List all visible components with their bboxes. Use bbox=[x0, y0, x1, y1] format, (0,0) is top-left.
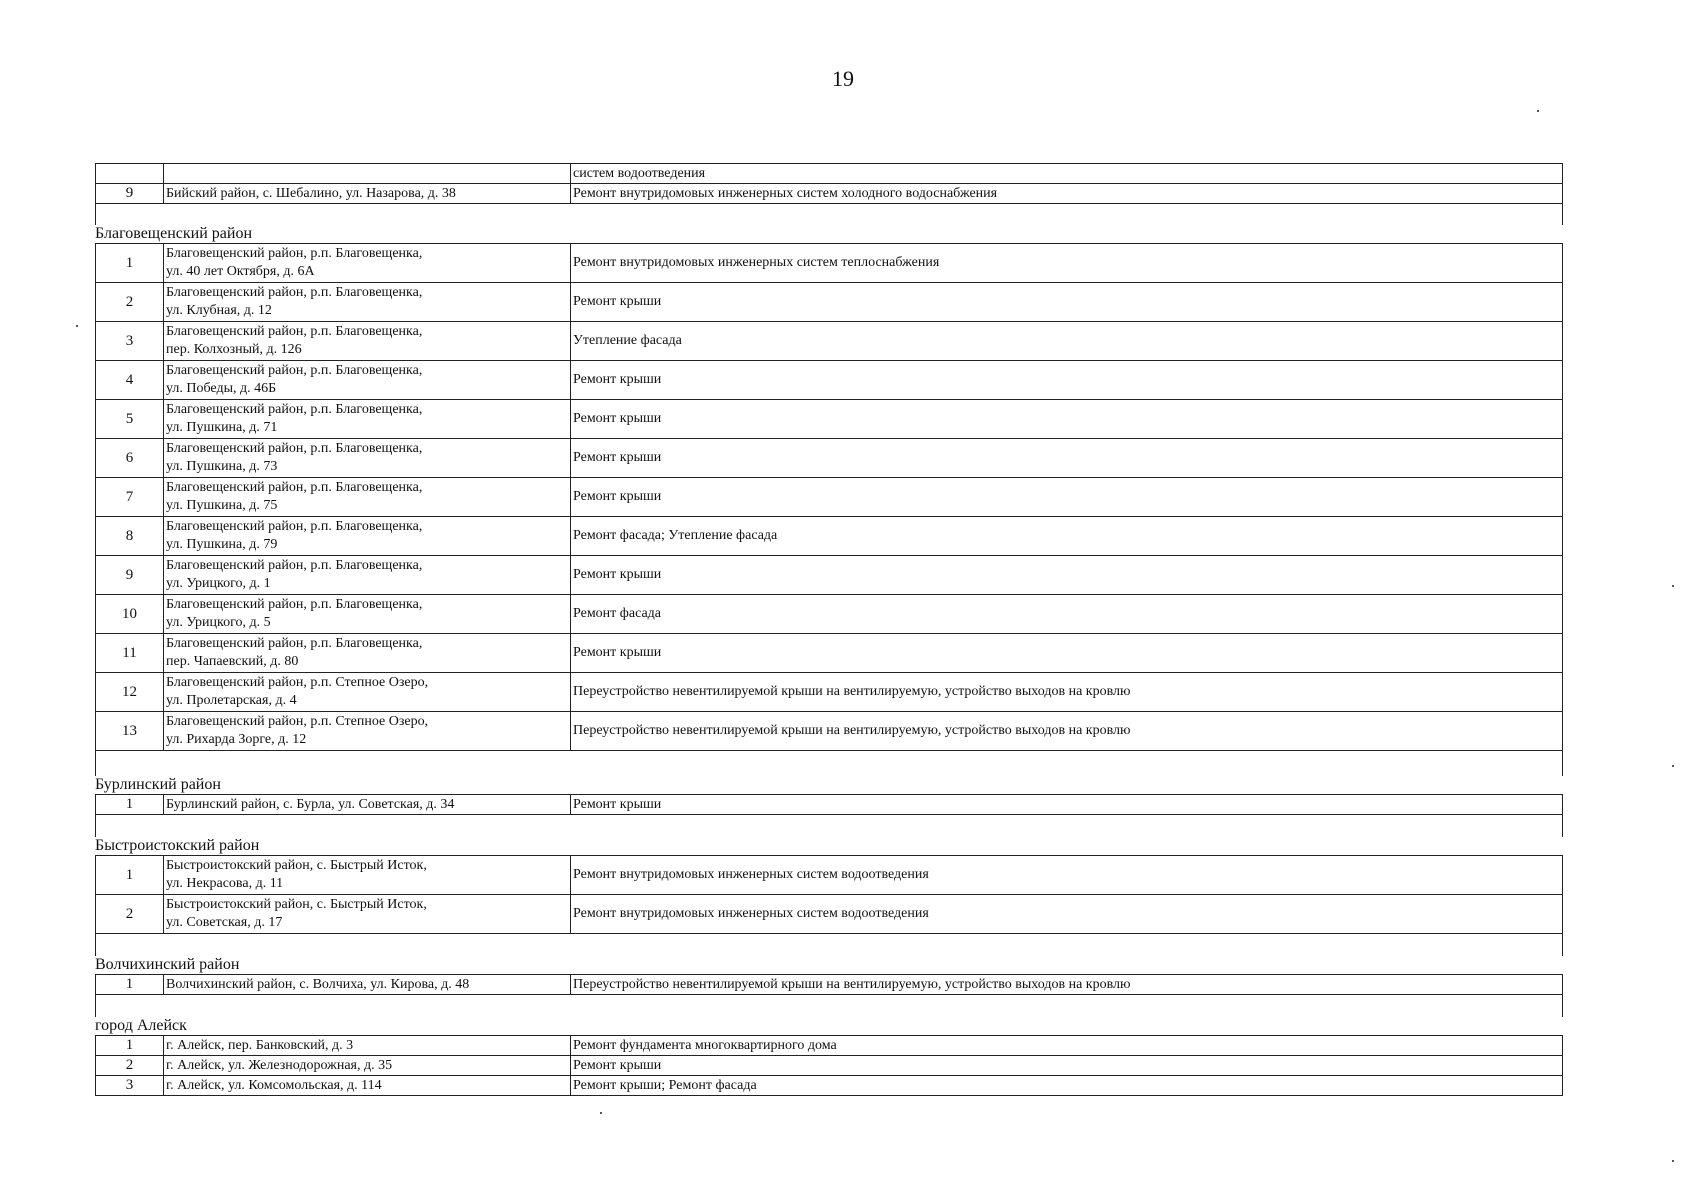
address-line: пер. Колхозный, д. 126 bbox=[166, 342, 302, 357]
row-number: 3 bbox=[95, 1076, 163, 1095]
row-address bbox=[163, 400, 570, 438]
section-gap bbox=[95, 814, 1563, 837]
address-line: ул. Пушкина, д. 71 bbox=[166, 420, 278, 435]
table-row bbox=[95, 477, 1563, 516]
table-bottom-border bbox=[95, 1095, 1563, 1096]
row-address bbox=[163, 1056, 570, 1075]
district-heading: Благовещенский район bbox=[95, 225, 252, 242]
address-line: ул. Пушкина, д. 73 bbox=[166, 459, 278, 474]
address-line: Благовещенский район, р.п. Благовещенка, bbox=[166, 636, 423, 651]
row-number: 1 bbox=[95, 1036, 163, 1055]
address-line: Благовещенский район, р.п. Благовещенка, bbox=[166, 402, 423, 417]
table-row bbox=[95, 1075, 1563, 1095]
address-line: ул. 40 лет Октября, д. 6А bbox=[166, 264, 315, 279]
row-number: 9 bbox=[95, 184, 163, 203]
row-address bbox=[163, 712, 570, 750]
row-address bbox=[163, 322, 570, 360]
row-address bbox=[163, 244, 570, 282]
table-row bbox=[95, 711, 1563, 750]
table-row bbox=[95, 183, 1563, 203]
row-number: 12 bbox=[95, 673, 163, 711]
repair-table bbox=[95, 163, 1563, 1096]
row-address bbox=[163, 975, 570, 994]
address-line: Быстроистокский район, с. Быстрый Исток, bbox=[166, 858, 427, 873]
row-address bbox=[163, 164, 570, 183]
page-number: 19 bbox=[832, 66, 854, 91]
address-line: ул. Советская, д. 17 bbox=[166, 915, 283, 930]
row-work: Ремонт крыши; Ремонт фасада bbox=[570, 1076, 1563, 1095]
table-row bbox=[95, 282, 1563, 321]
row-address bbox=[163, 184, 570, 203]
table-row bbox=[95, 1055, 1563, 1075]
district-heading: Быстроистокский район bbox=[95, 837, 260, 854]
row-number: 1 bbox=[95, 795, 163, 814]
table-row bbox=[95, 555, 1563, 594]
address-line: ул. Урицкого, д. 5 bbox=[166, 615, 271, 630]
table-row bbox=[95, 672, 1563, 711]
row-number: 8 bbox=[95, 517, 163, 555]
section-gap bbox=[95, 933, 1563, 956]
address-line: ул. Рихарда Зорге, д. 12 bbox=[166, 732, 307, 747]
row-number: 6 bbox=[95, 439, 163, 477]
row-work: Ремонт фундамента многоквартирного дома bbox=[570, 1036, 1563, 1055]
scan-speck bbox=[1672, 1160, 1674, 1162]
row-work: Ремонт внутридомовых инженерных систем теплоснабжения bbox=[570, 244, 1563, 282]
scan-speck bbox=[76, 325, 78, 327]
table-row bbox=[95, 321, 1563, 360]
row-work: Ремонт внутридомовых инженерных систем водоотведения bbox=[570, 856, 1563, 894]
row-number: 9 bbox=[95, 556, 163, 594]
address-line: Благовещенский район, р.п. Благовещенка, bbox=[166, 480, 423, 495]
row-number: 5 bbox=[95, 400, 163, 438]
row-work: Ремонт крыши bbox=[570, 634, 1563, 672]
table-row bbox=[95, 894, 1563, 933]
row-work: Переустройство невентилируемой крыши на вентилируемую, устройство выходов на кровлю bbox=[570, 712, 1563, 750]
row-number: 3 bbox=[95, 322, 163, 360]
row-number: 10 bbox=[95, 595, 163, 633]
scan-speck bbox=[600, 1112, 602, 1114]
row-number bbox=[95, 164, 163, 183]
address-line: Бурлинский район, с. Бурла, ул. Советская, д. 34 bbox=[166, 796, 455, 812]
address-line: ул. Клубная, д. 12 bbox=[166, 303, 272, 318]
address-line: ул. Пушкина, д. 75 bbox=[166, 498, 278, 513]
row-address bbox=[163, 673, 570, 711]
row-number: 4 bbox=[95, 361, 163, 399]
table-row bbox=[95, 855, 1563, 894]
row-address bbox=[163, 556, 570, 594]
row-address bbox=[163, 895, 570, 933]
table-row bbox=[95, 974, 1563, 994]
address-line: ул. Некрасова, д. 11 bbox=[166, 876, 284, 891]
address-line: Бийский район, с. Шебалино, ул. Назарова, д. 38 bbox=[166, 185, 456, 201]
district-heading: Бурлинский район bbox=[95, 776, 221, 793]
row-address bbox=[163, 856, 570, 894]
row-number: 1 bbox=[95, 975, 163, 994]
row-work: Утепление фасада bbox=[570, 322, 1563, 360]
row-address bbox=[163, 595, 570, 633]
address-line: ул. Урицкого, д. 1 bbox=[166, 576, 271, 591]
row-work: Ремонт крыши bbox=[570, 795, 1563, 814]
address-line: ул. Пролетарская, д. 4 bbox=[166, 693, 297, 708]
row-work: Ремонт внутридомовых инженерных систем водоотведения bbox=[570, 895, 1563, 933]
address-line: Волчихинский район, с. Волчиха, ул. Кирова, д. 48 bbox=[166, 976, 470, 992]
row-address bbox=[163, 517, 570, 555]
row-work: Ремонт крыши bbox=[570, 400, 1563, 438]
row-number: 2 bbox=[95, 895, 163, 933]
address-line: Благовещенский район, р.п. Благовещенка, bbox=[166, 441, 423, 456]
address-line: Благовещенский район, р.п. Степное Озеро, bbox=[166, 714, 429, 729]
row-work: Ремонт крыши bbox=[570, 478, 1563, 516]
address-line: пер. Чапаевский, д. 80 bbox=[166, 654, 299, 669]
scan-speck bbox=[1672, 585, 1674, 587]
address-line: ул. Победы, д. 46Б bbox=[166, 381, 277, 396]
row-address bbox=[163, 1036, 570, 1055]
row-number: 7 bbox=[95, 478, 163, 516]
row-work: Ремонт крыши bbox=[570, 439, 1563, 477]
row-number: 2 bbox=[95, 283, 163, 321]
district-heading: Волчихинский район bbox=[95, 956, 240, 973]
district-heading: город Алейск bbox=[95, 1017, 187, 1034]
row-number: 2 bbox=[95, 1056, 163, 1075]
row-address bbox=[163, 439, 570, 477]
table-row bbox=[95, 516, 1563, 555]
row-address bbox=[163, 634, 570, 672]
table-row bbox=[95, 438, 1563, 477]
address-line: Благовещенский район, р.п. Благовещенка, bbox=[166, 324, 423, 339]
address-line: Благовещенский район, р.п. Благовещенка, bbox=[166, 597, 423, 612]
table-row bbox=[95, 360, 1563, 399]
table-row bbox=[95, 794, 1563, 814]
address-line: Благовещенский район, р.п. Благовещенка, bbox=[166, 558, 423, 573]
row-work: Ремонт крыши bbox=[570, 361, 1563, 399]
table-row bbox=[95, 594, 1563, 633]
row-work: Ремонт внутридомовых инженерных систем холодного водоснабжения bbox=[570, 184, 1563, 203]
address-line: Благовещенский район, р.п. Степное Озеро, bbox=[166, 675, 429, 690]
scan-speck bbox=[1672, 765, 1674, 767]
table-row bbox=[95, 399, 1563, 438]
address-line: Благовещенский район, р.п. Благовещенка, bbox=[166, 246, 423, 261]
row-address bbox=[163, 283, 570, 321]
address-line: ул. Пушкина, д. 79 bbox=[166, 537, 278, 552]
row-work: Переустройство невентилируемой крыши на вентилируемую, устройство выходов на кровлю bbox=[570, 673, 1563, 711]
table-row bbox=[95, 243, 1563, 282]
section-gap bbox=[95, 994, 1563, 1017]
address-line: Благовещенский район, р.п. Благовещенка, bbox=[166, 519, 423, 534]
row-number: 1 bbox=[95, 244, 163, 282]
address-line: Благовещенский район, р.п. Благовещенка, bbox=[166, 285, 423, 300]
row-work: Переустройство невентилируемой крыши на вентилируемую, устройство выходов на кровлю bbox=[570, 975, 1563, 994]
row-address bbox=[163, 1076, 570, 1095]
address-line: г. Алейск, ул. Железнодорожная, д. 35 bbox=[166, 1057, 393, 1073]
row-work: Ремонт крыши bbox=[570, 1056, 1563, 1075]
row-number: 1 bbox=[95, 856, 163, 894]
table-row bbox=[95, 633, 1563, 672]
table-row bbox=[95, 163, 1563, 183]
scan-speck bbox=[1537, 110, 1539, 112]
address-line: Быстроистокский район, с. Быстрый Исток, bbox=[166, 897, 427, 912]
row-work: Ремонт крыши bbox=[570, 283, 1563, 321]
table-row bbox=[95, 1035, 1563, 1055]
row-address bbox=[163, 478, 570, 516]
address-line: г. Алейск, ул. Комсомольская, д. 114 bbox=[166, 1077, 382, 1093]
row-address bbox=[163, 795, 570, 814]
section-gap bbox=[95, 203, 1563, 225]
row-work: систем водоотведения bbox=[570, 164, 1563, 183]
row-work: Ремонт фасада; Утепление фасада bbox=[570, 517, 1563, 555]
address-line: Благовещенский район, р.п. Благовещенка, bbox=[166, 363, 423, 378]
row-work: Ремонт фасада bbox=[570, 595, 1563, 633]
row-number: 13 bbox=[95, 712, 163, 750]
section-gap bbox=[95, 750, 1563, 776]
address-line: г. Алейск, пер. Банковский, д. 3 bbox=[166, 1037, 354, 1053]
row-address bbox=[163, 361, 570, 399]
row-work: Ремонт крыши bbox=[570, 556, 1563, 594]
row-number: 11 bbox=[95, 634, 163, 672]
